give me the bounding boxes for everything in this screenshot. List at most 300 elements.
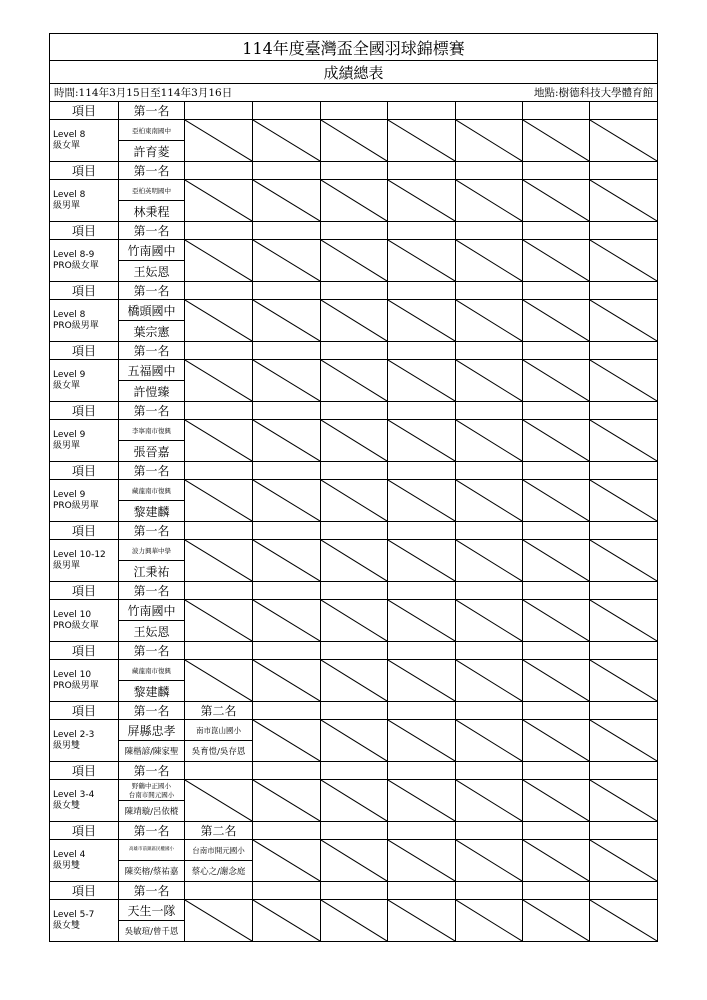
- empty-cell: [321, 582, 388, 600]
- event-level: Level 9: [53, 369, 86, 380]
- empty-slash-cell: [590, 540, 658, 582]
- empty-cell: [456, 882, 523, 900]
- empty-slash-cell: [590, 180, 658, 222]
- diagonal-slash: [253, 480, 320, 521]
- event-cell: [50, 900, 119, 942]
- item-label: 項目: [50, 102, 119, 120]
- empty-slash-cell: [523, 420, 590, 462]
- diagonal-slash: [185, 120, 252, 161]
- diagonal-slash: [388, 420, 455, 461]
- diagonal-slash: [321, 720, 387, 761]
- empty-slash-cell: [590, 120, 658, 162]
- diagonal-slash: [321, 540, 387, 581]
- empty-slash-cell: [590, 600, 658, 642]
- event-cell: [50, 540, 119, 582]
- winner-name: 張晉嘉: [119, 441, 185, 462]
- diagonal-slash: [523, 660, 589, 701]
- event-level: Level 8: [53, 309, 86, 320]
- diagonal-slash: [590, 780, 657, 821]
- diagonal-slash: [321, 600, 387, 641]
- diagonal-slash: [456, 720, 522, 761]
- diagonal-slash: [185, 180, 252, 221]
- empty-slash-cell: [321, 300, 388, 342]
- section-header-row: [50, 762, 658, 780]
- empty-cell: [456, 162, 523, 180]
- item-label: 項目: [50, 642, 119, 660]
- empty-slash-cell: [456, 240, 523, 282]
- empty-slash-cell: [185, 540, 253, 582]
- empty-slash-cell: [456, 540, 523, 582]
- diagonal-slash: [388, 300, 455, 341]
- event-cell: [50, 720, 119, 762]
- empty-slash-cell: [388, 240, 456, 282]
- event-category: 級男單: [53, 200, 81, 211]
- empty-slash-cell: [456, 120, 523, 162]
- winner-school: [119, 780, 185, 801]
- diagonal-slash: [523, 900, 589, 941]
- item-label: 項目: [50, 282, 119, 300]
- first-place-label: 第一名: [119, 582, 185, 600]
- empty-slash-cell: [185, 120, 253, 162]
- empty-cell: [321, 882, 388, 900]
- event-cell: [50, 300, 119, 342]
- empty-cell: [185, 462, 253, 480]
- section-school-row: [50, 420, 658, 441]
- empty-cell: [185, 522, 253, 540]
- section-header-row: [50, 582, 658, 600]
- diagonal-slash: [456, 240, 522, 281]
- empty-cell: [321, 162, 388, 180]
- winner-name: 陳楷諺/陳家聖: [119, 741, 185, 762]
- winner-name: 葉宗憲: [119, 321, 185, 342]
- empty-slash-cell: [388, 120, 456, 162]
- diagonal-slash: [388, 540, 455, 581]
- empty-cell: [253, 282, 321, 300]
- empty-cell: [388, 222, 456, 240]
- section-school-row: [50, 600, 658, 621]
- empty-slash-cell: [456, 720, 523, 762]
- empty-cell: [590, 762, 658, 780]
- empty-cell: [590, 342, 658, 360]
- section-school-row: [50, 480, 658, 501]
- empty-slash-cell: [590, 240, 658, 282]
- section-header-row: [50, 102, 658, 120]
- event-level: Level 2-3: [53, 729, 95, 740]
- empty-slash-cell: [253, 840, 321, 882]
- empty-cell: [388, 822, 456, 840]
- empty-slash-cell: [321, 780, 388, 822]
- empty-slash-cell: [388, 480, 456, 522]
- empty-slash-cell: [456, 360, 523, 402]
- diagonal-slash: [590, 660, 657, 701]
- first-place-label: 第一名: [119, 642, 185, 660]
- diagonal-slash: [253, 600, 320, 641]
- event-category: 級女雙: [53, 920, 81, 931]
- diagonal-slash: [456, 420, 522, 461]
- section-header-row: [50, 222, 658, 240]
- empty-slash-cell: [523, 600, 590, 642]
- diagonal-slash: [590, 300, 657, 341]
- first-place-label: 第一名: [119, 462, 185, 480]
- empty-cell: [523, 582, 590, 600]
- winner-school: 屏縣忠孝: [119, 720, 185, 741]
- empty-slash-cell: [253, 360, 321, 402]
- empty-cell: [253, 882, 321, 900]
- winner-school: 李寧南市復興: [119, 420, 185, 441]
- winner-school: 亞柏東南國中: [119, 120, 185, 141]
- empty-slash-cell: [253, 540, 321, 582]
- first-place-label: 第一名: [119, 702, 185, 720]
- diagonal-slash: [456, 600, 522, 641]
- empty-cell: [523, 402, 590, 420]
- section-header-row: [50, 402, 658, 420]
- empty-slash-cell: [590, 360, 658, 402]
- first-place-label: 第一名: [119, 882, 185, 900]
- empty-slash-cell: [321, 600, 388, 642]
- event-cell: [50, 240, 119, 282]
- section-school-row: [50, 360, 658, 381]
- item-label: 項目: [50, 702, 119, 720]
- diagonal-slash: [321, 120, 387, 161]
- first-place-label: 第一名: [119, 822, 185, 840]
- first-place-label: 第一名: [119, 162, 185, 180]
- winner-school: 竹南國中: [119, 240, 185, 261]
- event-category: PRO級女單: [53, 260, 99, 271]
- diagonal-slash: [185, 240, 252, 281]
- empty-slash-cell: [185, 420, 253, 462]
- diagonal-slash: [590, 120, 657, 161]
- empty-slash-cell: [321, 360, 388, 402]
- diagonal-slash: [321, 300, 387, 341]
- item-label: 項目: [50, 822, 119, 840]
- diagonal-slash: [185, 420, 252, 461]
- diagonal-slash: [456, 660, 522, 701]
- empty-cell: [456, 222, 523, 240]
- event-level: Level 5-7: [53, 909, 95, 920]
- empty-cell: [321, 282, 388, 300]
- empty-cell: [253, 462, 321, 480]
- section-school-row: [50, 240, 658, 261]
- diagonal-slash: [523, 720, 589, 761]
- empty-slash-cell: [253, 600, 321, 642]
- empty-cell: [590, 102, 658, 120]
- empty-cell: [253, 402, 321, 420]
- diagonal-slash: [253, 540, 320, 581]
- winner-name: 許愷臻: [119, 381, 185, 402]
- empty-slash-cell: [456, 480, 523, 522]
- event-level: Level 9: [53, 489, 86, 500]
- empty-slash-cell: [388, 780, 456, 822]
- empty-cell: [590, 582, 658, 600]
- empty-cell: [321, 702, 388, 720]
- empty-cell: [388, 462, 456, 480]
- venue-text: 地點:樹德科技大學體育館: [534, 87, 654, 99]
- first-place-label: 第一名: [119, 282, 185, 300]
- empty-slash-cell: [388, 360, 456, 402]
- diagonal-slash: [523, 240, 589, 281]
- section-header-row: [50, 162, 658, 180]
- second-place-label: 第二名: [185, 822, 253, 840]
- diagonal-slash: [523, 540, 589, 581]
- empty-slash-cell: [388, 660, 456, 702]
- event-category: 級女單: [53, 380, 81, 391]
- diagonal-slash: [185, 780, 252, 821]
- empty-slash-cell: [456, 300, 523, 342]
- diagonal-slash: [523, 780, 589, 821]
- diagonal-slash: [523, 120, 589, 161]
- diagonal-slash: [590, 180, 657, 221]
- section-header-row: [50, 282, 658, 300]
- first-place-label: 第一名: [119, 222, 185, 240]
- winner-name: 許育菱: [119, 141, 185, 162]
- section-school-row: [50, 780, 658, 801]
- event-category: 級男單: [53, 560, 81, 571]
- empty-slash-cell: [321, 240, 388, 282]
- empty-slash-cell: [523, 540, 590, 582]
- empty-cell: [590, 702, 658, 720]
- empty-slash-cell: [456, 840, 523, 882]
- diagonal-slash: [253, 240, 320, 281]
- event-cell: [50, 420, 119, 462]
- diagonal-slash: [590, 600, 657, 641]
- empty-cell: [523, 162, 590, 180]
- empty-cell: [321, 102, 388, 120]
- empty-cell: [523, 342, 590, 360]
- winner-school: 高雄市前鎮區民權國小: [119, 840, 185, 861]
- empty-cell: [590, 402, 658, 420]
- diagonal-slash: [590, 900, 657, 941]
- winner-name: 陳靖璇/呂依樅: [119, 801, 185, 822]
- diagonal-slash: [590, 840, 657, 881]
- event-level: Level 8-9: [53, 249, 95, 260]
- empty-cell: [185, 342, 253, 360]
- diagonal-slash: [388, 480, 455, 521]
- empty-slash-cell: [185, 480, 253, 522]
- empty-slash-cell: [253, 420, 321, 462]
- section-school-row: [50, 120, 658, 141]
- winner-name: 林秉程: [119, 201, 185, 222]
- event-category: 級女單: [53, 140, 81, 151]
- diagonal-slash: [321, 900, 387, 941]
- diagonal-slash: [590, 360, 657, 401]
- empty-slash-cell: [253, 780, 321, 822]
- empty-cell: [388, 282, 456, 300]
- section-school-row: [50, 840, 658, 861]
- diagonal-slash: [185, 360, 252, 401]
- event-cell: [50, 600, 119, 642]
- event-level: Level 8: [53, 189, 86, 200]
- empty-cell: [456, 402, 523, 420]
- empty-slash-cell: [523, 840, 590, 882]
- diagonal-slash: [523, 300, 589, 341]
- diagonal-slash: [388, 120, 455, 161]
- diagonal-slash: [523, 600, 589, 641]
- diagonal-slash: [523, 420, 589, 461]
- empty-cell: [590, 282, 658, 300]
- empty-cell: [388, 522, 456, 540]
- winner-name: 陳奕榕/蔡祐嘉: [119, 861, 185, 882]
- empty-cell: [456, 582, 523, 600]
- diagonal-slash: [321, 840, 387, 881]
- empty-slash-cell: [590, 660, 658, 702]
- empty-cell: [388, 162, 456, 180]
- diagonal-slash: [456, 300, 522, 341]
- empty-cell: [388, 402, 456, 420]
- item-label: 項目: [50, 462, 119, 480]
- diagonal-slash: [456, 540, 522, 581]
- event-level: Level 10-12: [53, 549, 106, 560]
- empty-slash-cell: [253, 720, 321, 762]
- diagonal-slash: [253, 300, 320, 341]
- runner-up-name: 蔡心之/謝念庭: [185, 861, 253, 882]
- diagonal-slash: [321, 780, 387, 821]
- diagonal-slash: [456, 900, 522, 941]
- diagonal-slash: [185, 660, 252, 701]
- winner-name: 吳敏瑄/曾千恩: [119, 921, 185, 942]
- item-label: 項目: [50, 582, 119, 600]
- empty-cell: [523, 642, 590, 660]
- empty-cell: [253, 522, 321, 540]
- diagonal-slash: [253, 720, 320, 761]
- section-school-row: [50, 720, 658, 741]
- empty-slash-cell: [590, 420, 658, 462]
- empty-slash-cell: [321, 660, 388, 702]
- section-header-row: [50, 822, 658, 840]
- diagonal-slash: [523, 360, 589, 401]
- empty-cell: [388, 342, 456, 360]
- empty-cell: [253, 642, 321, 660]
- empty-cell: [253, 762, 321, 780]
- event-cell: [50, 120, 119, 162]
- diagonal-slash: [253, 360, 320, 401]
- empty-slash-cell: [456, 660, 523, 702]
- first-place-label: 第一名: [119, 402, 185, 420]
- event-category: 級男單: [53, 440, 81, 451]
- empty-cell: [523, 522, 590, 540]
- diagonal-slash: [523, 840, 589, 881]
- runner-up-name: 吳育愷/吳存恩: [185, 741, 253, 762]
- empty-cell: [253, 702, 321, 720]
- winner-school: 橋頭國中: [119, 300, 185, 321]
- first-place-label: 第一名: [119, 342, 185, 360]
- diagonal-slash: [185, 480, 252, 521]
- event-category: 級男雙: [53, 740, 81, 751]
- empty-cell: [523, 102, 590, 120]
- empty-slash-cell: [388, 840, 456, 882]
- diagonal-slash: [456, 480, 522, 521]
- empty-slash-cell: [388, 540, 456, 582]
- empty-cell: [388, 582, 456, 600]
- item-label: 項目: [50, 522, 119, 540]
- item-label: 項目: [50, 402, 119, 420]
- empty-slash-cell: [456, 420, 523, 462]
- empty-cell: [590, 882, 658, 900]
- diagonal-slash: [590, 720, 657, 761]
- empty-cell: [456, 702, 523, 720]
- empty-slash-cell: [321, 120, 388, 162]
- diagonal-slash: [321, 240, 387, 281]
- empty-slash-cell: [523, 720, 590, 762]
- diagonal-slash: [456, 180, 522, 221]
- section-header-row: [50, 882, 658, 900]
- winner-school: 天生一隊: [119, 900, 185, 921]
- empty-slash-cell: [185, 780, 253, 822]
- event-category: PRO級女單: [53, 620, 99, 631]
- empty-cell: [253, 162, 321, 180]
- empty-cell: [388, 102, 456, 120]
- empty-slash-cell: [388, 180, 456, 222]
- diagonal-slash: [185, 600, 252, 641]
- diagonal-slash: [590, 480, 657, 521]
- diagonal-slash: [388, 180, 455, 221]
- diagonal-slash: [456, 120, 522, 161]
- section-school-row: [50, 300, 658, 321]
- empty-cell: [185, 282, 253, 300]
- winner-name: 黎建麟: [119, 501, 185, 522]
- event-cell: [50, 480, 119, 522]
- empty-cell: [253, 222, 321, 240]
- winner-school: 亞柏英明國中: [119, 180, 185, 201]
- empty-cell: [321, 762, 388, 780]
- empty-cell: [253, 102, 321, 120]
- empty-slash-cell: [253, 660, 321, 702]
- diagonal-slash: [388, 780, 455, 821]
- empty-slash-cell: [590, 840, 658, 882]
- winner-school: 波力興華中學: [119, 540, 185, 561]
- diagonal-slash: [321, 480, 387, 521]
- empty-cell: [321, 822, 388, 840]
- diagonal-slash: [321, 180, 387, 221]
- empty-cell: [590, 462, 658, 480]
- empty-cell: [456, 822, 523, 840]
- empty-cell: [321, 342, 388, 360]
- empty-slash-cell: [456, 180, 523, 222]
- empty-cell: [388, 882, 456, 900]
- item-label: 項目: [50, 162, 119, 180]
- empty-slash-cell: [321, 900, 388, 942]
- diagonal-slash: [388, 600, 455, 641]
- empty-cell: [185, 642, 253, 660]
- diagonal-slash: [388, 360, 455, 401]
- empty-slash-cell: [590, 300, 658, 342]
- diagonal-slash: [253, 780, 320, 821]
- empty-cell: [590, 162, 658, 180]
- empty-cell: [590, 642, 658, 660]
- winner-name: 王妘恩: [119, 261, 185, 282]
- empty-slash-cell: [523, 240, 590, 282]
- empty-slash-cell: [388, 600, 456, 642]
- results-table: [49, 33, 658, 942]
- empty-slash-cell: [185, 300, 253, 342]
- section-header-row: [50, 702, 658, 720]
- empty-slash-cell: [321, 420, 388, 462]
- empty-slash-cell: [388, 300, 456, 342]
- empty-slash-cell: [523, 120, 590, 162]
- runner-up-school: 台南市開元國小: [185, 840, 253, 861]
- empty-cell: [253, 822, 321, 840]
- empty-cell: [590, 822, 658, 840]
- empty-cell: [321, 522, 388, 540]
- diagonal-slash: [388, 900, 455, 941]
- diagonal-slash: [253, 660, 320, 701]
- event-cell: [50, 180, 119, 222]
- diagonal-slash: [185, 540, 252, 581]
- empty-slash-cell: [523, 780, 590, 822]
- event-level: Level 9: [53, 429, 86, 440]
- item-label: 項目: [50, 762, 119, 780]
- empty-cell: [456, 282, 523, 300]
- empty-cell: [388, 762, 456, 780]
